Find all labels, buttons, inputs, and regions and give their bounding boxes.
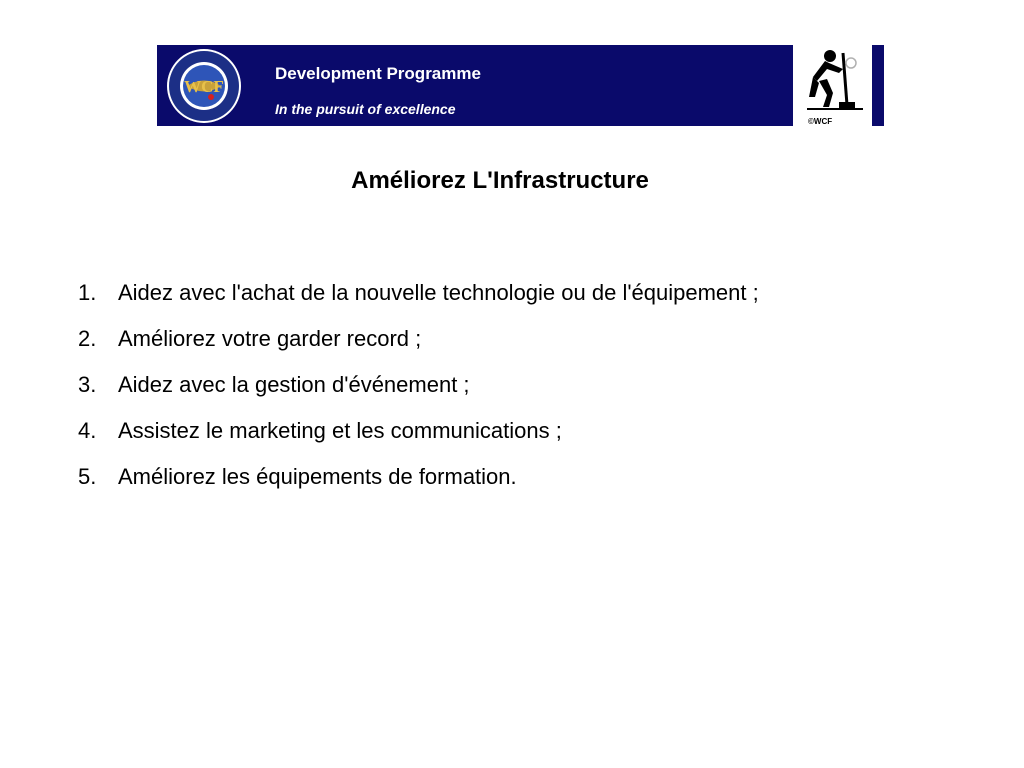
item-number: 5. [78,464,97,489]
item-text: Aidez avec l'achat de la nouvelle technologie ou de l'équipement ; [118,280,759,305]
item-number: 2. [78,326,97,351]
item-number: 1. [78,280,97,305]
item-text: Améliorez les équipements de formation. [118,464,517,489]
list-item [78,278,759,324]
header-banner [157,45,884,126]
wcf-logo [165,47,243,125]
item-number: 4. [78,418,97,443]
copyright-label: ©WCF [808,117,833,126]
item-text: Améliorez votre garder record ; [118,326,422,351]
list-item [78,462,759,508]
svg-text:WCF: WCF [184,77,224,96]
item-list [78,278,759,508]
item-text: Aidez avec la gestion d'événement ; [118,372,470,397]
list-item [78,370,759,416]
item-number: 3. [78,372,97,397]
list-item [78,324,759,370]
programme-title: Development Programme [275,64,481,83]
croquet-player-image [793,45,872,126]
list-item [78,416,759,462]
slide-title: Améliorez L'Infrastructure [351,167,649,194]
croquet-player-icon [797,47,869,113]
item-text: Assistez le marketing et les communications ; [118,418,562,443]
programme-tagline: In the pursuit of excellence [275,101,456,117]
